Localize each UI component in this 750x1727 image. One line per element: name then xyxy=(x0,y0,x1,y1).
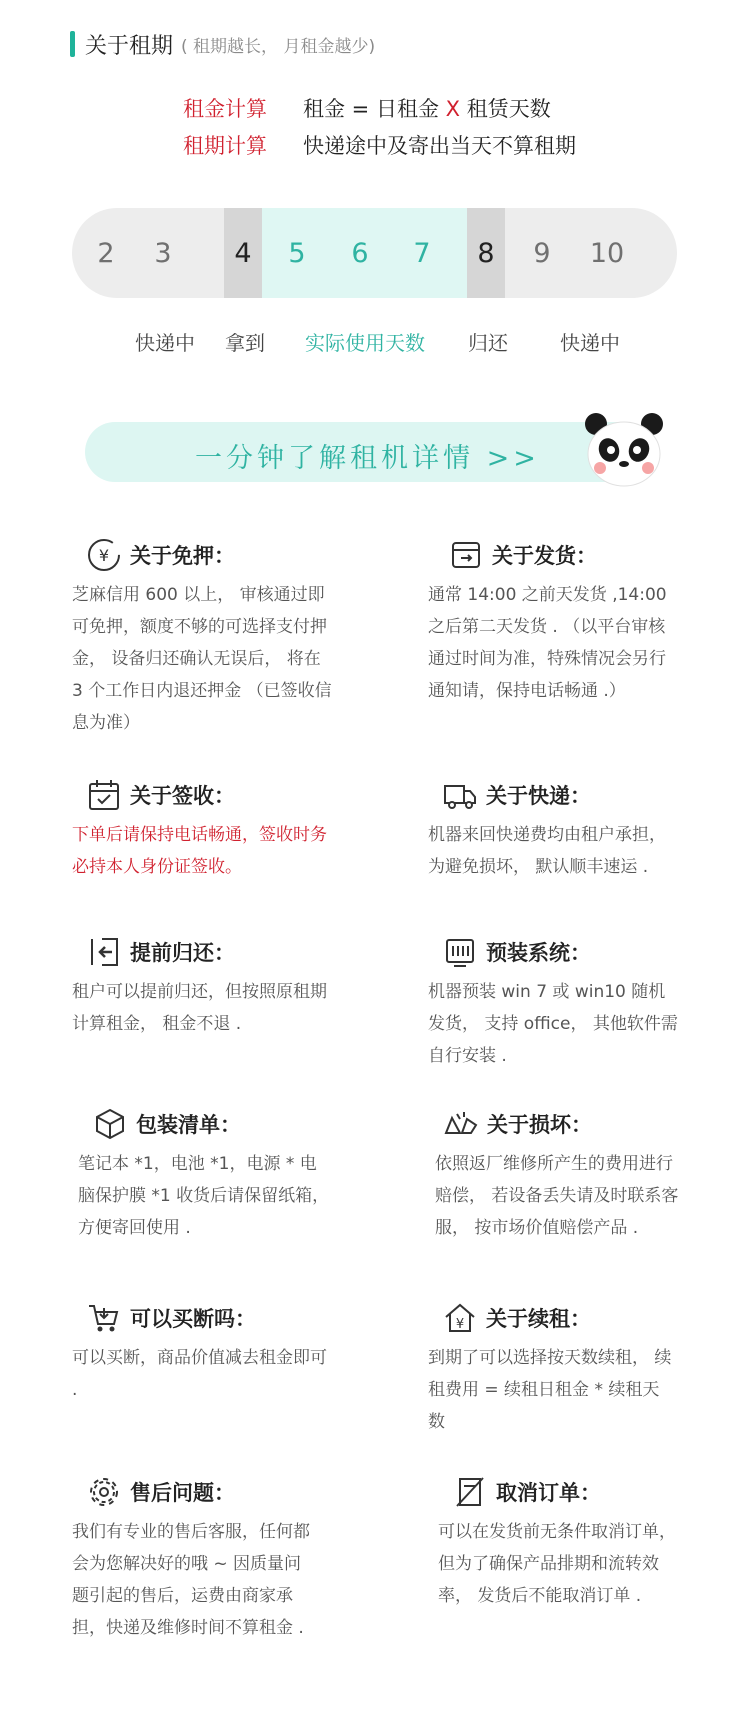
yuan-house-icon xyxy=(442,1300,478,1336)
section-title: 关于发货： xyxy=(492,544,597,568)
svg-text:¥: ¥ xyxy=(455,1317,465,1332)
section-signing xyxy=(72,777,337,883)
day-cell-received: 4 xyxy=(224,208,262,298)
section-title: 售后问题： xyxy=(130,1481,235,1505)
section-title: 关于快递： xyxy=(486,784,591,808)
broken-item-icon xyxy=(443,1106,479,1142)
multiply-sign: X xyxy=(445,97,461,121)
section-damage xyxy=(435,1106,680,1244)
panda-mascot-icon xyxy=(582,410,666,490)
day-cell-returned: 8 xyxy=(467,208,505,298)
svg-text:¥: ¥ xyxy=(98,546,110,565)
section-body: 到期了可以选择按天数续租， 续租费用 = 续租日租金 * 续租天数 xyxy=(428,1348,672,1432)
gear-icon xyxy=(86,1474,122,1510)
section-body: 可以买断，商品价值减去租金即可 . xyxy=(72,1348,327,1400)
section-title: 可以买断吗： xyxy=(130,1307,256,1331)
rent-formula-part-b: 租赁天数 xyxy=(460,97,551,121)
section-body: 机器预装 win 7 或 win10 随机发货， 支持 office， 其他软件需自行安装 . xyxy=(428,982,678,1066)
shipping-box-icon xyxy=(448,537,484,573)
cancel-document-icon xyxy=(452,1474,488,1510)
title-accent-bar xyxy=(70,31,75,57)
section-package xyxy=(78,1106,333,1244)
section-title: 关于续租： xyxy=(486,1307,591,1331)
section-preinstall xyxy=(428,934,678,1072)
rent-formula xyxy=(183,93,551,123)
section-title: 取消订单： xyxy=(496,1481,601,1505)
section-body: 笔记本 *1，电池 *1，电源 * 电脑保护膜 *1 收货后请保留纸箱， 方便寄回使用 . xyxy=(78,1154,330,1238)
section-buyout xyxy=(72,1300,327,1406)
label-usage: 实际使用天数 xyxy=(305,331,425,355)
section-early-return xyxy=(72,934,332,1040)
rent-formula-part-a: 租金 = 日租金 xyxy=(303,97,446,121)
period-formula-label: 租期计算 xyxy=(183,134,267,158)
rent-formula-value xyxy=(303,93,551,123)
section-title: 预装系统： xyxy=(486,941,591,965)
section-title: 包装清单： xyxy=(136,1113,241,1137)
page-subtitle: ( 租期越长， 月租金越少) xyxy=(181,36,376,57)
section-body: 依照返厂维修所产生的费用进行赔偿， 若设备丢失请及时联系客服， 按市场价值赔偿产品 . xyxy=(435,1154,679,1238)
day-cell-usage: 6 xyxy=(351,237,369,269)
label-shipping-back: 快递中 xyxy=(560,331,620,355)
section-express xyxy=(428,777,673,883)
section-body: 可以在发货前无条件取消订单， 但为了确保产品排期和流转效率， 发货后不能取消订单 . xyxy=(438,1522,676,1606)
day-cell: 3 xyxy=(154,237,172,269)
section-title: 提前归还： xyxy=(130,941,235,965)
package-box-icon xyxy=(92,1106,128,1142)
page-title: 关于租期 xyxy=(85,33,174,59)
section-cancel xyxy=(438,1474,678,1612)
rent-formula-label: 租金计算 xyxy=(183,97,267,121)
day-cell: 2 xyxy=(97,237,115,269)
delivery-truck-icon xyxy=(442,777,478,813)
section-title: 关于签收： xyxy=(130,784,235,808)
section-title: 关于损坏： xyxy=(487,1113,592,1137)
section-body: 下单后请保持电话畅通，签收时务必持本人身份证签收。 xyxy=(72,825,327,877)
period-formula xyxy=(183,130,576,160)
label-returned: 归还 xyxy=(468,331,508,355)
return-arrow-icon xyxy=(86,934,122,970)
section-shipping xyxy=(428,537,673,707)
day-cell: 10 xyxy=(589,237,625,269)
section-title: 关于免押： xyxy=(130,544,235,568)
day-timeline xyxy=(72,208,677,298)
section-body: 机器来回快递费均由租户承担， 为避免损坏， 默认顺丰速运 . xyxy=(428,825,666,877)
section-body: 租户可以提前归还，但按照原租期计算租金， 租金不退 . xyxy=(72,982,327,1034)
details-banner-text[interactable]: 一分钟了解租机详情 >> xyxy=(195,443,540,474)
day-cell: 9 xyxy=(533,237,551,269)
system-monitor-icon xyxy=(442,934,478,970)
label-shipping-out: 快递中 xyxy=(135,331,195,355)
day-cell-usage: 7 xyxy=(413,237,431,269)
period-formula-value: 快递途中及寄出当天不算租期 xyxy=(303,134,576,158)
shopping-cart-icon xyxy=(86,1300,122,1336)
section-deposit xyxy=(72,537,332,739)
label-received: 拿到 xyxy=(225,331,265,355)
section-body: 芝麻信用 600 以上， 审核通过即可免押，额度不够的可选择支付押金， 设备归还确认无误后， 将在 3 个工作日内退还押金 （已签收信息为准） xyxy=(72,585,332,733)
section-body: 通常 14:00 之前天发货 ,14:00 之后第二天发货 . （以平台审核通过时间为准，特殊情况会另行通知请，保持电话畅通 .） xyxy=(428,585,667,701)
section-after-sales xyxy=(72,1474,312,1644)
calendar-check-icon xyxy=(86,777,122,813)
section-body: 我们有专业的售后客服，任何都会为您解决好的哦 ~ 因质量问题引起的售后，运费由商家承担，快递及维修时间不算租金 . xyxy=(72,1522,310,1638)
page-header xyxy=(70,24,375,64)
day-cell-usage: 5 xyxy=(288,237,306,269)
section-renewal xyxy=(428,1300,673,1438)
yuan-circle-icon xyxy=(86,537,122,573)
